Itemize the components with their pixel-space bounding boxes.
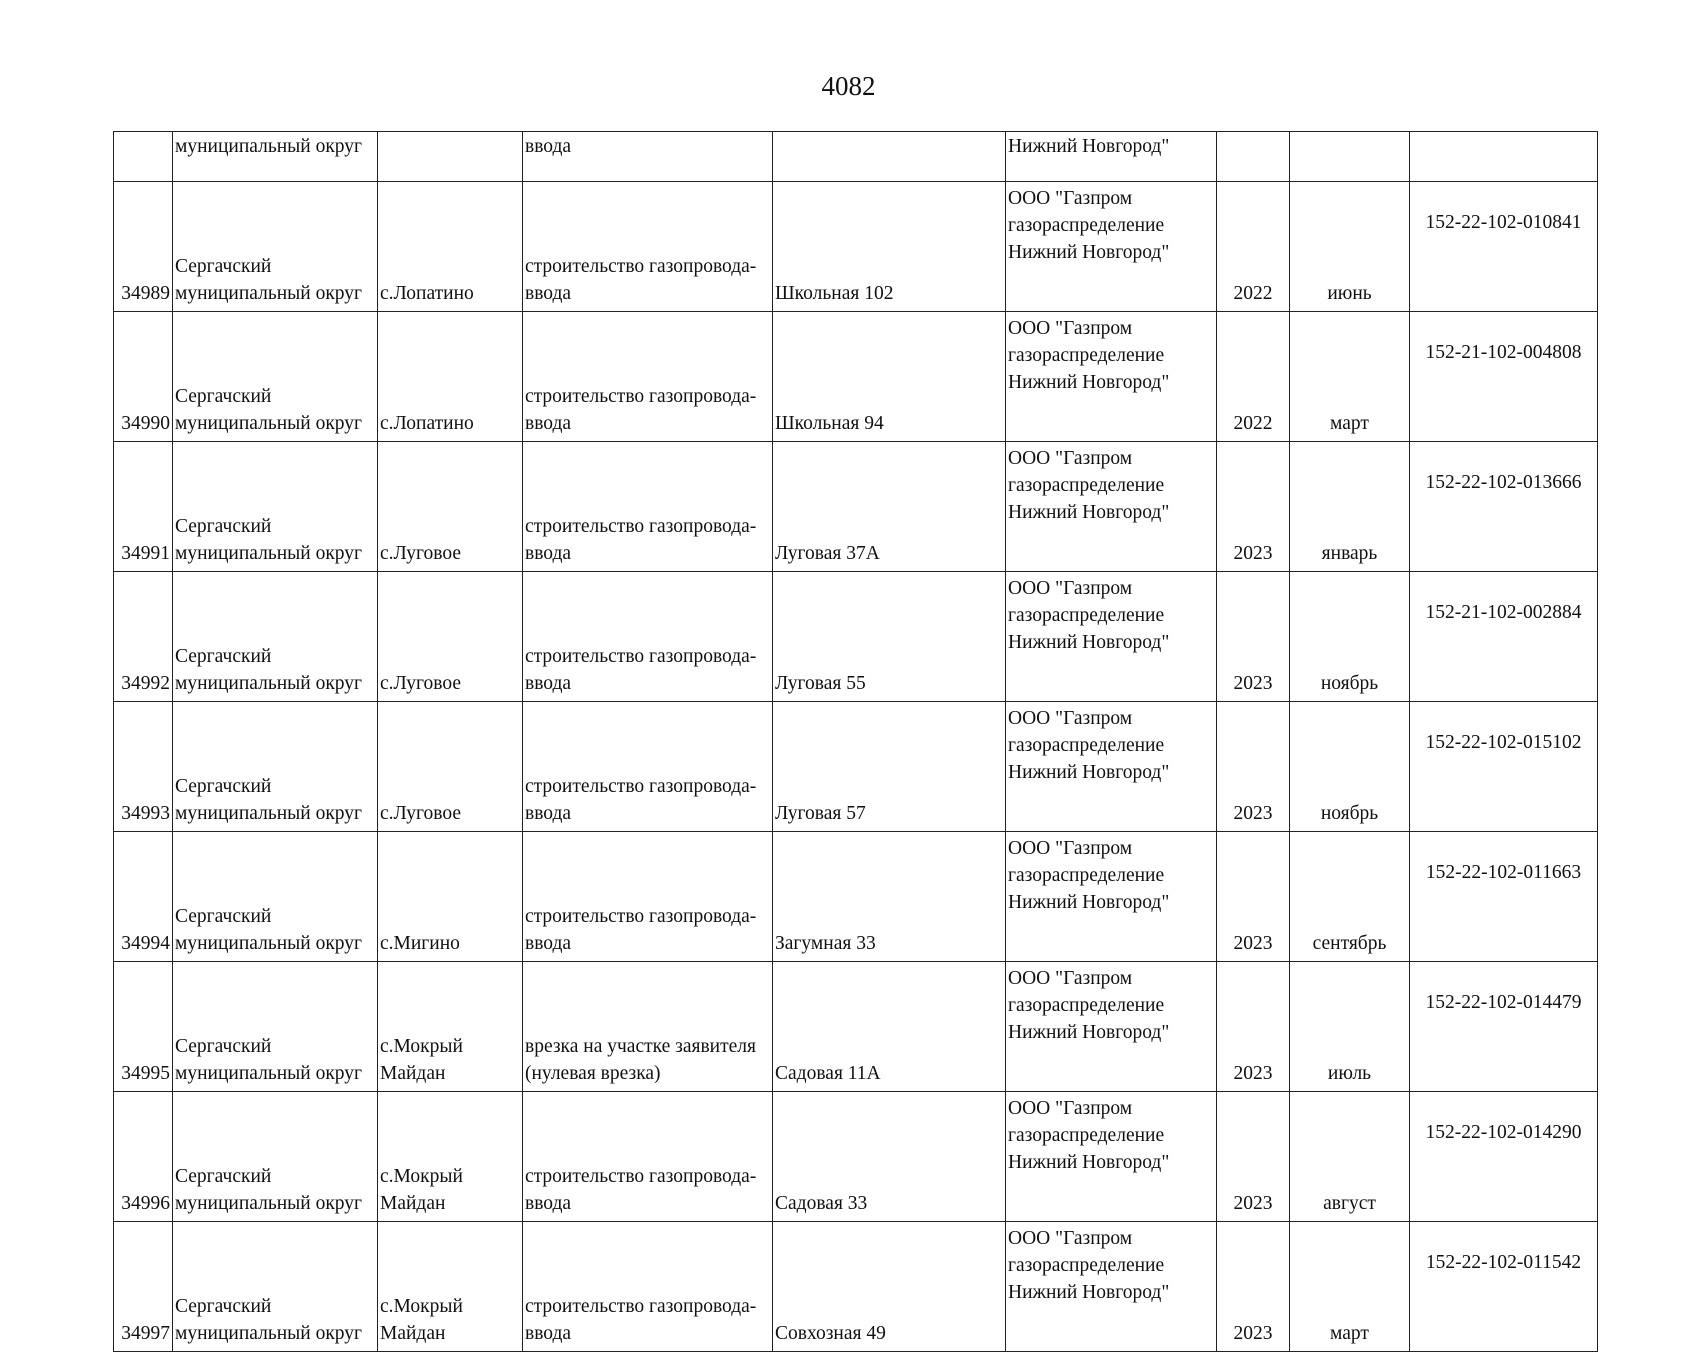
cell-district-line: Сергачский <box>175 1166 272 1187</box>
cell-settlement-line: с.Мокрый <box>380 1296 463 1317</box>
cell-settlement-line: с.Лопатино <box>380 283 474 304</box>
cell-year-line: 2023 <box>1233 673 1273 694</box>
cell-org-line: Нижний Новгород" <box>1008 1022 1170 1043</box>
cell-work-line: строительство газопровода- <box>525 516 757 537</box>
cell-month-line: июнь <box>1327 283 1372 304</box>
cell-org-line: ООО "Газпром <box>1008 838 1133 859</box>
cell-month <box>1290 1222 1410 1352</box>
cell-month <box>1290 702 1410 832</box>
cell-work-line: ввода <box>525 933 572 954</box>
cell-num-line: 34995 <box>121 1063 170 1084</box>
table-row <box>114 962 1598 1092</box>
cell-address <box>773 702 1006 832</box>
cell-org-line: ООО "Газпром <box>1008 578 1133 599</box>
cell-org-line: газораспределение <box>1008 1125 1165 1146</box>
cell-settlement-line: с.Луговое <box>380 543 461 564</box>
cell-district <box>173 1222 378 1352</box>
cell-district-line: Сергачский <box>175 1036 272 1057</box>
cell-org-line: газораспределение <box>1008 475 1165 496</box>
cell-address-line: Садовая 11А <box>775 1063 881 1084</box>
cell-work <box>523 1092 773 1222</box>
cell-code-line: 152-22-102-011663 <box>1425 862 1582 883</box>
cell-settlement <box>378 832 523 962</box>
cell-num-line: 34989 <box>121 283 170 304</box>
cell-num-line: 34994 <box>121 933 170 954</box>
cell-org-line: ООО "Газпром <box>1008 1228 1133 1249</box>
cell-year <box>1217 132 1290 182</box>
cell-code-line: 152-22-102-011542 <box>1425 1252 1582 1273</box>
cell-district-line: Сергачский <box>175 776 272 797</box>
cell-year <box>1217 312 1290 442</box>
cell-code <box>1410 702 1598 832</box>
cell-work <box>523 572 773 702</box>
cell-org <box>1006 312 1217 442</box>
cell-code <box>1410 182 1598 312</box>
registry-table <box>113 131 1598 1352</box>
cell-year-line: 2023 <box>1233 1193 1273 1214</box>
cell-work-line: строительство газопровода- <box>525 646 757 667</box>
cell-num-line: 34990 <box>121 413 170 434</box>
cell-code <box>1410 572 1598 702</box>
cell-month-line: ноябрь <box>1320 803 1379 824</box>
cell-district-line: Сергачский <box>175 906 272 927</box>
cell-year <box>1217 442 1290 572</box>
cell-district-line: муниципальный округ <box>175 413 363 434</box>
cell-settlement <box>378 312 523 442</box>
cell-org-line: Нижний Новгород" <box>1008 762 1170 783</box>
cell-org-line: Нижний Новгород" <box>1008 892 1170 913</box>
cell-org-line: ООО "Газпром <box>1008 708 1133 729</box>
cell-code <box>1410 442 1598 572</box>
cell-org-line: ООО "Газпром <box>1008 188 1133 209</box>
cell-num <box>114 832 173 962</box>
cell-month <box>1290 832 1410 962</box>
table-row <box>114 572 1598 702</box>
cell-work-line: строительство газопровода- <box>525 256 757 277</box>
cell-district-line: муниципальный округ <box>175 1063 363 1084</box>
cell-district <box>173 572 378 702</box>
cell-district-line: муниципальный округ <box>175 543 363 564</box>
cell-org-line: Нижний Новгород" <box>1008 1282 1170 1303</box>
cell-district-line: Сергачский <box>175 646 272 667</box>
cell-month-line: март <box>1330 413 1369 434</box>
cell-year-line: 2022 <box>1233 413 1273 434</box>
cell-org <box>1006 702 1217 832</box>
cell-address-line: Совхозная 49 <box>775 1323 886 1344</box>
cell-num-line: 34991 <box>121 543 170 564</box>
cell-settlement-line: Майдан <box>380 1193 446 1214</box>
cell-address-line: Луговая 55 <box>775 673 866 694</box>
cell-year-line: 2022 <box>1233 283 1273 304</box>
cell-address <box>773 132 1006 182</box>
cell-district <box>173 832 378 962</box>
cell-org-line: ООО "Газпром <box>1008 1098 1133 1119</box>
cell-org-line: Нижний Новгород" <box>1008 1152 1170 1173</box>
cell-settlement-line: с.Луговое <box>380 673 461 694</box>
cell-address <box>773 442 1006 572</box>
cell-code <box>1410 1092 1598 1222</box>
cell-settlement <box>378 962 523 1092</box>
cell-district-line: Сергачский <box>175 386 272 407</box>
cell-address <box>773 832 1006 962</box>
cell-district-line: муниципальный округ <box>175 803 363 824</box>
cell-org <box>1006 182 1217 312</box>
cell-settlement <box>378 572 523 702</box>
cell-work-line: ввода <box>525 413 572 434</box>
cell-settlement <box>378 1222 523 1352</box>
cell-settlement <box>378 702 523 832</box>
table-row <box>114 312 1598 442</box>
cell-org-line: Нижний Новгород" <box>1008 632 1170 653</box>
cell-month-line: сентябрь <box>1312 933 1387 954</box>
cell-district <box>173 182 378 312</box>
cell-month <box>1290 182 1410 312</box>
cell-district-line: Сергачский <box>175 1296 272 1317</box>
table-row-continued <box>114 132 1598 182</box>
table-row <box>114 1092 1598 1222</box>
cell-settlement-line: с.Луговое <box>380 803 461 824</box>
cell-district-line: Сергачский <box>175 516 272 537</box>
cell-org <box>1006 442 1217 572</box>
cell-district-line: муниципальный округ <box>175 1323 363 1344</box>
cell-work <box>523 182 773 312</box>
cell-district-line: муниципальный округ <box>175 283 363 304</box>
cell-address <box>773 1222 1006 1352</box>
table-body <box>114 132 1598 1352</box>
cell-work <box>523 702 773 832</box>
cell-num-line: 34996 <box>121 1193 170 1214</box>
cell-district <box>173 312 378 442</box>
cell-address <box>773 182 1006 312</box>
cell-month <box>1290 1092 1410 1222</box>
cell-work <box>523 832 773 962</box>
cell-org <box>1006 572 1217 702</box>
cell-num <box>114 182 173 312</box>
cell-district-line: Сергачский <box>175 256 272 277</box>
cell-year-line: 2023 <box>1233 803 1273 824</box>
cell-num <box>114 312 173 442</box>
cell-address <box>773 572 1006 702</box>
cell-month-line: январь <box>1321 543 1378 564</box>
cell-code-line: 152-22-102-013666 <box>1425 472 1582 493</box>
cell-month-line: август <box>1323 1193 1376 1214</box>
cell-settlement-line: с.Лопатино <box>380 413 474 434</box>
cell-org-line: Нижний Новгород" <box>1008 502 1170 523</box>
cell-num <box>114 702 173 832</box>
cell-year-line: 2023 <box>1233 1323 1273 1344</box>
cell-work <box>523 962 773 1092</box>
cell-work-line: ввода <box>525 803 572 824</box>
cell-num-line: 34992 <box>121 673 170 694</box>
cell-org <box>1006 1092 1217 1222</box>
cell-address-line: Луговая 57 <box>775 803 866 824</box>
cell-year-line: 2023 <box>1233 543 1273 564</box>
cell-code-line: 152-22-102-015102 <box>1425 732 1582 753</box>
table-row <box>114 182 1598 312</box>
cell-month-line: март <box>1330 1323 1369 1344</box>
cell-month <box>1290 132 1410 182</box>
cell-work-line: строительство газопровода- <box>525 776 757 797</box>
cell-org-line: ООО "Газпром <box>1008 448 1133 469</box>
cell-settlement <box>378 1092 523 1222</box>
cell-num <box>114 962 173 1092</box>
cell-district <box>173 962 378 1092</box>
cell-code-line: 152-22-102-014479 <box>1425 992 1582 1013</box>
cell-district <box>173 702 378 832</box>
cell-work-line: строительство газопровода- <box>525 386 757 407</box>
cell-org-line: газораспределение <box>1008 1255 1165 1276</box>
cell-settlement-line: Майдан <box>380 1063 446 1084</box>
cell-org-line: Нижний Новгород" <box>1008 372 1170 393</box>
cell-num-line: 34993 <box>121 803 170 824</box>
page-number: 4082 <box>821 71 876 101</box>
cell-org: Нижний Новгород" <box>1006 132 1217 182</box>
cell-month <box>1290 962 1410 1092</box>
cell-work <box>523 1222 773 1352</box>
cell-num <box>114 1222 173 1352</box>
cell-code <box>1410 832 1598 962</box>
cell-work-line: ввода <box>525 673 572 694</box>
table-row <box>114 702 1598 832</box>
cell-work-line: ввода <box>525 1193 572 1214</box>
cell-work: ввода <box>523 132 773 182</box>
cell-year-line: 2023 <box>1233 1063 1273 1084</box>
cell-work-line: строительство газопровода- <box>525 1166 757 1187</box>
cell-org-line: газораспределение <box>1008 605 1165 626</box>
cell-work <box>523 312 773 442</box>
cell-code <box>1410 962 1598 1092</box>
cell-work <box>523 442 773 572</box>
cell-work-line: врезка на участке заявителя <box>525 1036 756 1057</box>
cell-year-line: 2023 <box>1233 933 1273 954</box>
cell-settlement-line: с.Мигино <box>380 933 460 954</box>
cell-year <box>1217 572 1290 702</box>
cell-org <box>1006 1222 1217 1352</box>
cell-address-line: Садовая 33 <box>775 1193 868 1214</box>
cell-org-line: газораспределение <box>1008 995 1165 1016</box>
cell-address-line: Школьная 102 <box>775 283 894 304</box>
cell-year <box>1217 1222 1290 1352</box>
cell-org-line: газораспределение <box>1008 865 1165 886</box>
cell-code-line: 152-21-102-002884 <box>1425 602 1582 623</box>
cell-month-line: ноябрь <box>1320 673 1379 694</box>
cell-settlement <box>378 132 523 182</box>
cell-org <box>1006 962 1217 1092</box>
cell-settlement-line: с.Мокрый <box>380 1166 463 1187</box>
cell-work-line: строительство газопровода- <box>525 906 757 927</box>
cell-year <box>1217 702 1290 832</box>
cell-month <box>1290 442 1410 572</box>
cell-district-line: муниципальный округ <box>175 673 363 694</box>
cell-num <box>114 442 173 572</box>
cell-address-line: Загумная 33 <box>775 933 876 954</box>
cell-settlement-line: Майдан <box>380 1323 446 1344</box>
cell-month-line: июль <box>1327 1063 1372 1084</box>
table-row <box>114 442 1598 572</box>
cell-year <box>1217 962 1290 1092</box>
cell-num <box>114 132 173 182</box>
cell-month <box>1290 572 1410 702</box>
cell-address-line: Луговая 37А <box>775 543 880 564</box>
cell-num <box>114 1092 173 1222</box>
cell-work-line: (нулевая врезка) <box>525 1063 661 1084</box>
cell-settlement-line: с.Мокрый <box>380 1036 463 1057</box>
cell-work-line: строительство газопровода- <box>525 1296 757 1317</box>
cell-num <box>114 572 173 702</box>
cell-address <box>773 962 1006 1092</box>
cell-district-line: муниципальный округ <box>175 933 363 954</box>
table-row <box>114 1222 1598 1352</box>
cell-org-line: газораспределение <box>1008 215 1165 236</box>
cell-address <box>773 312 1006 442</box>
cell-code <box>1410 1222 1598 1352</box>
cell-org <box>1006 832 1217 962</box>
table-row <box>114 832 1598 962</box>
cell-district <box>173 1092 378 1222</box>
cell-district: муниципальный округ <box>173 132 378 182</box>
cell-org-line: газораспределение <box>1008 345 1165 366</box>
cell-year <box>1217 1092 1290 1222</box>
cell-work-line: ввода <box>525 543 572 564</box>
cell-district-line: муниципальный округ <box>175 1193 363 1214</box>
cell-settlement <box>378 442 523 572</box>
cell-month <box>1290 312 1410 442</box>
cell-settlement <box>378 182 523 312</box>
cell-code <box>1410 312 1598 442</box>
cell-work-line: ввода <box>525 1323 572 1344</box>
cell-code-line: 152-22-102-014290 <box>1425 1122 1582 1143</box>
cell-org-line: ООО "Газпром <box>1008 968 1133 989</box>
cell-org-line: газораспределение <box>1008 735 1165 756</box>
cell-num-line: 34997 <box>121 1323 170 1344</box>
cell-org-line: Нижний Новгород" <box>1008 242 1170 263</box>
cell-year <box>1217 832 1290 962</box>
cell-district <box>173 442 378 572</box>
cell-work-line: ввода <box>525 283 572 304</box>
cell-year <box>1217 182 1290 312</box>
cell-code-line: 152-21-102-004808 <box>1425 342 1582 363</box>
cell-address-line: Школьная 94 <box>775 413 884 434</box>
cell-org-line: ООО "Газпром <box>1008 318 1133 339</box>
cell-code-line: 152-22-102-010841 <box>1425 212 1582 233</box>
cell-address <box>773 1092 1006 1222</box>
cell-code <box>1410 132 1598 182</box>
